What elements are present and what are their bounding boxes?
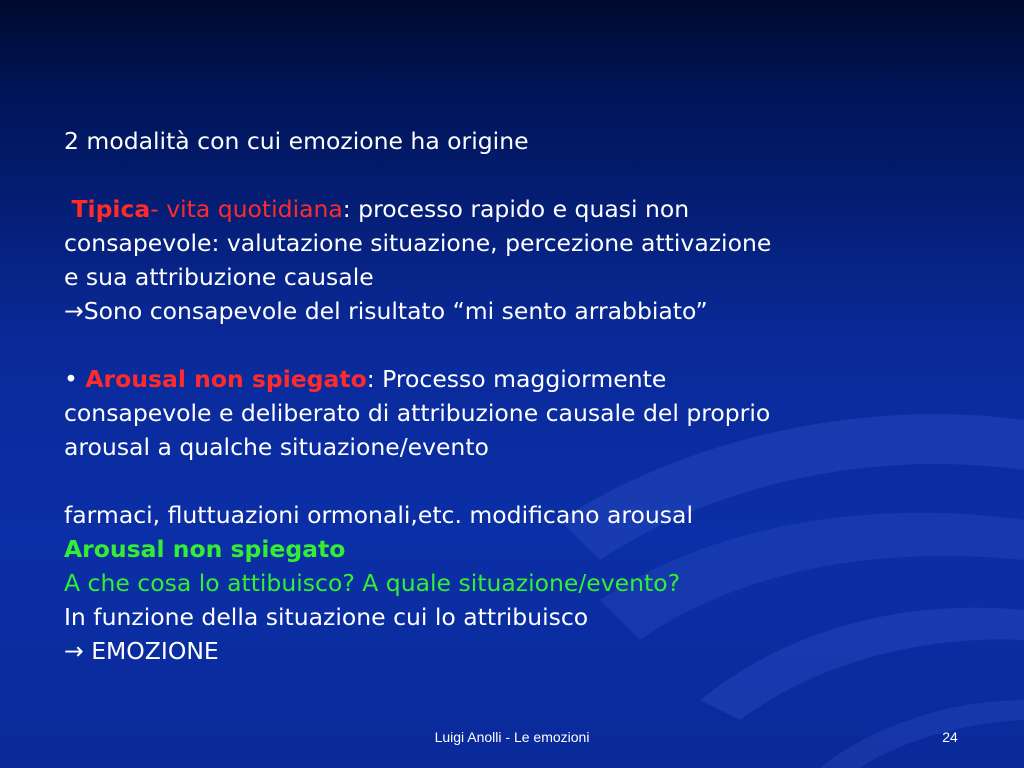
unexplained-label: Arousal non spiegato <box>85 365 367 393</box>
unexplained-line-1 <box>64 362 944 396</box>
typical-result-text: Sono consapevole del risultato “mi sento arrabbiato” <box>83 297 708 325</box>
conclusion-line-1: farmaci, fluttuazioni ormonali,etc. modificano arousal <box>64 501 693 529</box>
typical-label: Tipica <box>71 195 151 223</box>
unexplained-text-1: : Processo maggiormente <box>366 365 667 393</box>
bullet-icon: • <box>64 365 78 393</box>
arrow-icon: → <box>64 297 84 325</box>
typical-text-1: : processo rapido e quasi non <box>342 195 690 223</box>
typical-sub: - vita quotidiana <box>150 195 343 223</box>
conclusion-line-2: Arousal non spiegato <box>64 535 346 563</box>
heading: 2 modalità con cui emozione ha origine <box>64 127 529 155</box>
conclusion-line-4: In funzione della situazione cui lo attribuisco <box>64 603 589 631</box>
unexplained-line-2: consapevole e deliberato di attribuzione causale del proprio <box>64 399 771 427</box>
spacer <box>64 464 944 498</box>
spacer <box>64 328 944 362</box>
typical-line-2: consapevole: valutazione situazione, percezione attivazione <box>64 229 772 257</box>
conclusion-line-3: A che cosa lo attibuisco? A quale situazione/evento? <box>64 569 681 597</box>
typical-result <box>64 294 944 328</box>
conclusion-line-5 <box>64 634 944 668</box>
arrow-icon: → <box>64 637 84 665</box>
footer-author: Luigi Anolli - Le emozioni <box>434 729 590 745</box>
spacer <box>64 158 944 192</box>
typical-line-1 <box>64 192 944 226</box>
emotion-label: EMOZIONE <box>91 637 219 665</box>
page-number: 24 <box>942 729 958 745</box>
typical-line-3: e sua attribuzione causale <box>64 263 374 291</box>
slide-content <box>64 124 944 668</box>
unexplained-line-3: arousal a qualche situazione/evento <box>64 433 489 461</box>
